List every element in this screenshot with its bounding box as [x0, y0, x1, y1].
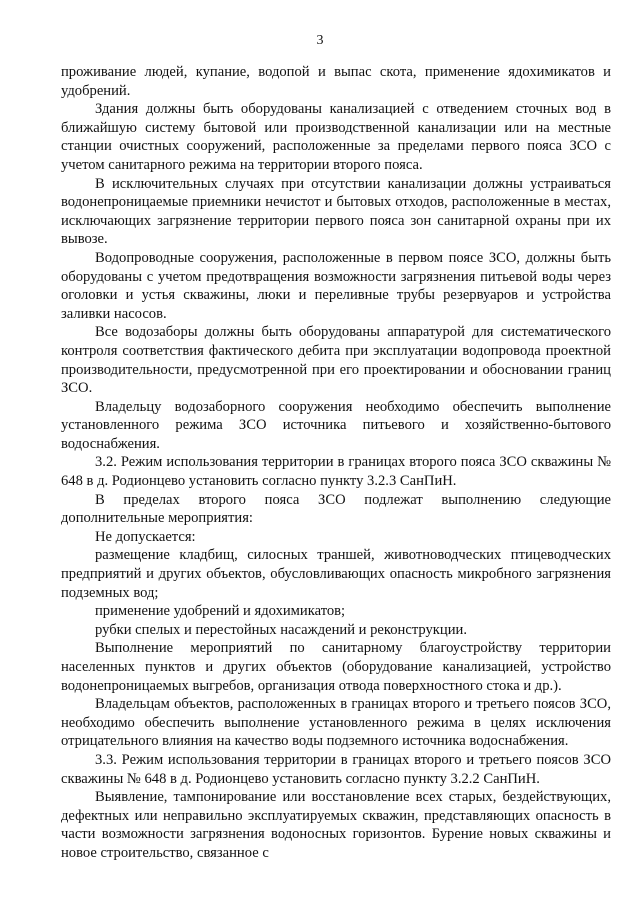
paragraph-section-3-3: 3.3. Режим использования территории в границах второго и третьего поясов ЗСО скважины № 648 в д. Родионцево установить согласно пункту 3.2.2 СанПиН.: [61, 751, 611, 787]
paragraph-placement: размещение кладбищ, силосных траншей, животноводческих птицеводческих предприятий и других объектов, обусловливающих опасность микробного загрязнения подземных вод;: [61, 547, 611, 601]
paragraph-sewerage: Здания должны быть оборудованы канализацией с отведением сточных вод в ближайшую систему бытовой или производственной канализации или на местные станции очистных сооружений, расположенные за пределами первого пояса ЗСО с учетом санитарного режима на территории второго пояса.: [61, 101, 611, 173]
paragraph-no-sewerage: В исключительных случаях при отсутствии канализации должны устраиваться водонепроницаемые приемники нечистот и бытовых отходов, расположенные в местах, исключающих загрязнение территории первого пояса зон санитарной охраны при их вывозе.: [61, 175, 611, 248]
paragraph-water-structures: Водопроводные сооружения, расположенные в первом поясе ЗСО, должны быть оборудованы с учетом предотвращения возможности загрязнения питьевой воды через оголовки и устья скважины, люки и переливные трубы резервуаров и устройства заливки насосов.: [61, 249, 611, 322]
paragraph-wells: Выявление, тампонирование или восстановление всех старых, бездействующих, дефектных или неправильно эксплуатируемых скважин, представляющих опасность в части возможности загрязнения водоносных горизонтов. Бурение новых скважины и новое строительство, связанное с: [61, 789, 611, 861]
paragraph-improvement: Выполнение мероприятий по санитарному благоустройству территории населенных пунктов и других объектов (оборудование канализацией, устройство водонепроницаемых выгребов, организация отвода поверхностного стока и др.).: [61, 640, 611, 694]
paragraph-water-intakes: Все водозаборы должны быть оборудованы аппаратурой для систематического контроля соответствия фактического дебита при эксплуатации водопровода проектной производительности, предусмотренной при его проектировании и обосновании границ ЗСО.: [61, 324, 611, 397]
document-body: [61, 63, 611, 863]
paragraph-continuation: проживание людей, купание, водопой и выпас скота, применение ядохимикатов и удобрений.: [61, 64, 611, 99]
paragraph-section-3-2: 3.2. Режим использования территории в границах второго пояса ЗСО скважины № 648 в д. Родионцево установить согласно пункту 3.2.3 СанПиН.: [61, 454, 611, 490]
paragraph-not-allowed: Не допускается:: [95, 528, 196, 545]
paragraph-object-owners: Владельцам объектов, расположенных в границах второго и третьего поясов ЗСО, необходимо обеспечить выполнение установленного режима в целях исключения отрицательного влияния на качество воды подземного источника водоснабжения.: [61, 696, 611, 750]
paragraph-owner-duty: Владельцу водозаборного сооружения необходимо обеспечить выполнение установленного режима ЗСО источника питьевого и хозяйственно-бытового водоснабжения.: [61, 398, 611, 452]
page-number: 3: [316, 33, 324, 48]
paragraph-logging: рубки спелых и перестойных насаждений и реконструкции.: [95, 621, 467, 638]
paragraph-fertilizers: применение удобрений и ядохимикатов;: [95, 603, 346, 620]
paragraph-second-belt-measures: В пределах второго пояса ЗСО подлежат выполнению следующие дополнительные мероприятия:: [61, 491, 611, 527]
